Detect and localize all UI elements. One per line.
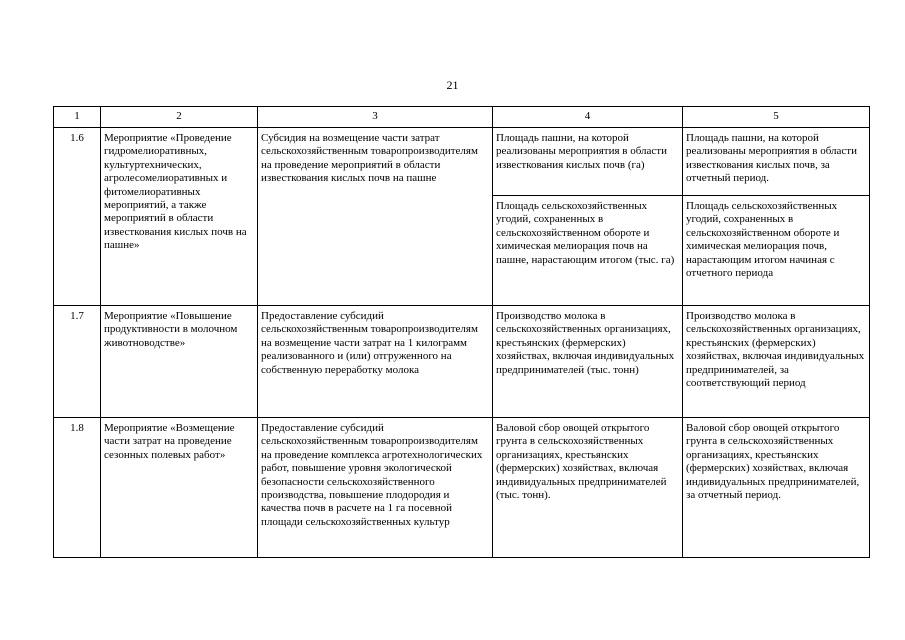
page-number: 21 <box>446 78 459 92</box>
indicator-description-cell: Валовой сбор овощей открытого грунта в сельскохозяйственных организациях, крестьянских (фермерских) хозяйствах, включая индивидуальных предпринимателей, за отчетный период. <box>683 418 870 558</box>
measure-cell: Мероприятие «Повышение продуктивности в молочном животноводстве» <box>101 306 258 418</box>
header-cell-3: 3 <box>258 107 493 128</box>
measures-table <box>53 106 870 558</box>
indicator-cell: Валовой сбор овощей открытого грунта в сельскохозяйственных организациях, крестьянских (фермерских) хозяйствах, включая индивидуальных предпринимателей (тыс. тонн). <box>493 418 683 558</box>
indicator-cell: Площадь пашни, на которой реализованы мероприятия в области известкования кислых почв (га) <box>493 128 683 196</box>
table-header-row <box>54 107 870 128</box>
subsidy-cell: Предоставление субсидий сельскохозяйственным товаропроизводителям на проведение комплекса агротехнологических работ, повышение уровня экологической безопасности сельскохозяйственного производства, повышение плодородия и качества почв в расчете на 1 га посевной площади сельскохозяйственных культур <box>258 418 493 558</box>
indicator-description-cell: Производство молока в сельскохозяйственных организациях, крестьянских (фермерских) хозяйствах, включая индивидуальных предпринимателей, за соответствующий период <box>683 306 870 418</box>
indicator-description-cell: Площадь пашни, на которой реализованы мероприятия в области известкования кислых почв, за отчетный период. <box>683 128 870 196</box>
row-number: 1.7 <box>54 306 101 418</box>
table-row <box>54 128 870 196</box>
subsidy-cell: Предоставление субсидий сельскохозяйственным товаропроизводителям на возмещение части затрат на 1 килограмм реализованного и (или) отгруженного на собственную переработку молока <box>258 306 493 418</box>
header-cell-4: 4 <box>493 107 683 128</box>
subsidy-cell: Субсидия на возмещение части затрат сельскохозяйственным товаропроизводителям на проведение мероприятий в области известкования кислых почв на пашне <box>258 128 493 306</box>
indicator-cell: Площадь сельскохозяйственных угодий, сохраненных в сельскохозяйственном обороте и химическая мелиорация почв на пашне, нарастающим итогом (тыс. га) <box>493 196 683 306</box>
table-row <box>54 418 870 558</box>
measure-cell: Мероприятие «Возмещение части затрат на проведение сезонных полевых работ» <box>101 418 258 558</box>
header-cell-5: 5 <box>683 107 870 128</box>
header-cell-1: 1 <box>54 107 101 128</box>
indicator-cell: Производство молока в сельскохозяйственных организациях, крестьянских (фермерских) хозяйствах, включая индивидуальных предпринимателей (тыс. тонн) <box>493 306 683 418</box>
row-number: 1.8 <box>54 418 101 558</box>
header-cell-2: 2 <box>101 107 258 128</box>
measure-cell: Мероприятие «Проведение гидромелиоративных, культуртехнических, агролесомелиоративных и фитомелиоративных мероприятий, а также мероприятий в области известкования кислых почв на пашне» <box>101 128 258 306</box>
table-row <box>54 306 870 418</box>
row-number: 1.6 <box>54 128 101 306</box>
indicator-description-cell: Площадь сельскохозяйственных угодий, сохраненных в сельскохозяйственном обороте и химическая мелиорация почв, нарастающим итогом начиная с отчетного периода <box>683 196 870 306</box>
